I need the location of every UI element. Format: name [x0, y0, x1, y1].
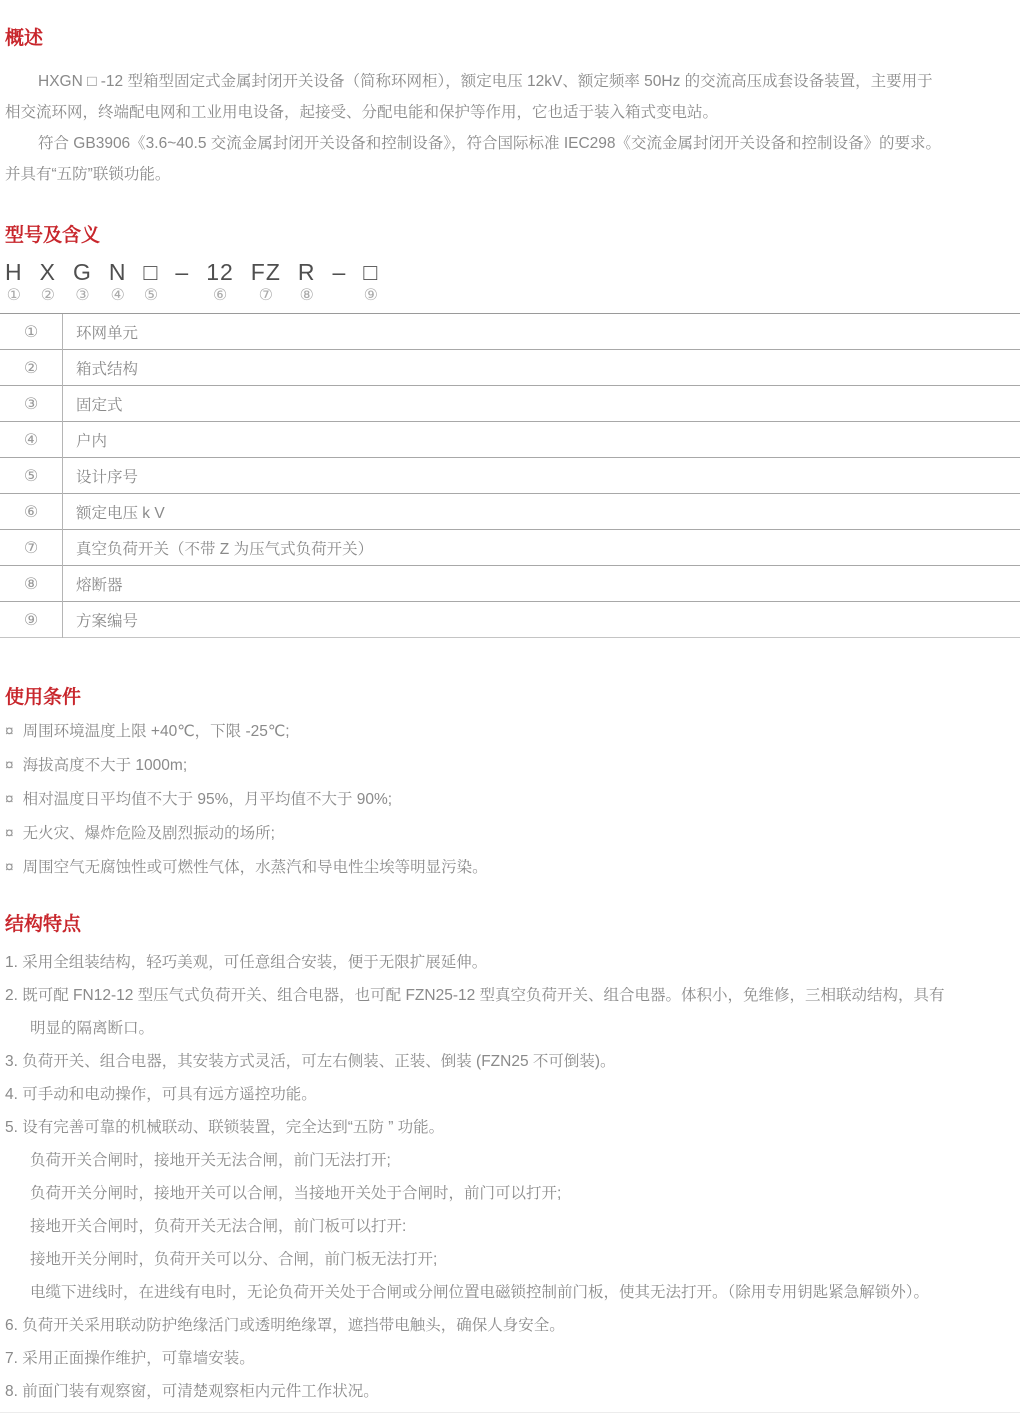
overview-paragraphs [5, 66, 1015, 190]
features-list [5, 946, 1015, 1408]
row-number: ① [23, 323, 39, 341]
feature-subline: 接地开关分闸时，负荷开关可以分、合闸，前门板无法打开; [30, 1251, 438, 1268]
usage-item-text: 相对温度日平均值不大于 95%，月平均值不大于 90%; [22, 791, 393, 808]
model-code-col [206, 258, 234, 306]
overview-heading: 概述 [5, 28, 44, 49]
model-code-circle: ⑦ [258, 287, 273, 304]
usage-heading: 使用条件 [5, 687, 82, 708]
feature-subline: 电缆下进线时，在进线有电时，无论负荷开关处于合闸或分闸位置电磁锁控制前门板，使其无法打开。（除用专用钥匙紧急解锁外）。 [30, 1284, 930, 1301]
feature-line: 6. 负荷开关采用联动防护绝缘活门或透明绝缘罩，遮挡带电触头，确保人身安全。 [5, 1317, 565, 1334]
feature-line: 7. 采用正面操作维护，可靠墙安装。 [5, 1350, 255, 1367]
feature-line: 8. 前面门装有观察窗，可清楚观察柜内元件工作状况。 [5, 1383, 379, 1400]
table-row [0, 386, 1020, 422]
model-code-col [5, 258, 23, 306]
row-label: 箱式结构 [76, 360, 139, 378]
model-code-col [175, 258, 189, 286]
row-label: 真空负荷开关（不带 Z 为压气式负荷开关） [76, 540, 374, 558]
features-heading: 结构特点 [5, 914, 82, 935]
feature-line: 5. 设有完善可靠的机械联动、联锁装置，完全达到“五防 ” 功能。 [5, 1119, 445, 1136]
model-code-row [5, 258, 1015, 306]
model-code-col [40, 258, 56, 306]
row-number: ② [23, 359, 39, 377]
row-label: 环网单元 [76, 324, 139, 342]
table-row [0, 422, 1020, 458]
table-row [0, 530, 1020, 566]
model-code-symbol: R [297, 259, 316, 285]
model-code-circle: ⑧ [299, 287, 314, 304]
table-row [0, 602, 1020, 638]
feature-line-continued: 明显的隔离断口。 [30, 1020, 155, 1037]
row-number: ⑦ [23, 539, 39, 557]
usage-item-text: 无火灾、爆炸危险及剧烈振动的场所; [22, 825, 275, 842]
feature-subline: 接地开关合闸时，负荷开关无法合闸，前门板可以打开: [30, 1218, 407, 1235]
overview-line: HXGN □ -12 型箱型固定式金属封闭开关设备（简称环网柜），额定电压 12kV、额定频率 50Hz 的交流高压成套设备装置，主要用于 [38, 73, 933, 90]
table-row [0, 566, 1020, 602]
model-code-circle: ⑥ [212, 287, 228, 304]
bullet-marker: ¤ [5, 791, 14, 808]
usage-item [5, 817, 1015, 851]
model-code-symbol: G [72, 259, 92, 285]
feature-line: 1. 采用全组装结构，轻巧美观，可任意组合安装，便于无限扩展延伸。 [5, 954, 488, 971]
table-column-divider [62, 314, 63, 638]
row-number: ⑧ [23, 575, 39, 593]
row-label: 户内 [76, 432, 108, 450]
row-number: ③ [23, 395, 39, 413]
model-code-circle: ⑤ [143, 287, 159, 304]
model-code-circle: ③ [75, 287, 90, 304]
model-code-circle: ① [6, 287, 21, 304]
row-label: 方案编号 [76, 612, 139, 630]
model-code-symbol: X [39, 259, 56, 285]
model-code-col [333, 258, 347, 286]
model-code-dash: – [332, 259, 347, 285]
table-row [0, 350, 1020, 386]
usage-item [5, 749, 1015, 783]
overview-line: 符合 GB3906《3.6~40.5 交流金属封闭开关设备和控制设备》，符合国际标准 IEC298《交流金属封闭开关设备和控制设备》的要求。 [38, 135, 942, 152]
row-label: 熔断器 [76, 576, 123, 594]
model-code-placeholder-box: □ [143, 259, 159, 285]
row-number: ⑥ [23, 503, 39, 521]
model-heading: 型号及含义 [5, 225, 101, 246]
bullet-marker: ¤ [5, 723, 14, 740]
usage-list [5, 715, 1015, 885]
feature-line: 4. 可手动和电动操作，可具有远方遥控功能。 [5, 1086, 317, 1103]
model-meaning-table [0, 313, 1020, 638]
bullet-marker: ¤ [5, 825, 14, 842]
model-code-placeholder-box: □ [363, 259, 379, 285]
overview-line: 并具有“五防”联锁功能。 [5, 166, 171, 183]
row-label: 设计序号 [76, 468, 139, 486]
usage-item [5, 783, 1015, 817]
model-code-col [143, 258, 158, 306]
table-row [0, 494, 1020, 530]
model-code-circle: ② [40, 287, 55, 304]
bullet-marker: ¤ [5, 757, 14, 774]
feature-subline: 负荷开关分闸时，接地开关可以合闸，当接地开关处于合闸时，前门可以打开; [30, 1185, 562, 1202]
model-code-col [73, 258, 92, 306]
table-row [0, 314, 1020, 350]
model-code-circle: ④ [110, 287, 125, 304]
overview-line: 相交流环网，终端配电网和工业用电设备，起接受、分配电能和保护等作用，它也适于装入箱式变电站。 [5, 104, 719, 121]
feature-line: 3. 负荷开关、组合电器，其安装方式灵活，可左右侧装、正装、倒装 (FZN25 不可倒装)。 [5, 1053, 616, 1070]
row-number: ⑨ [23, 611, 39, 629]
model-code-col [298, 258, 316, 306]
model-code-col [363, 258, 378, 306]
model-code-symbol: H [5, 259, 23, 285]
model-code-symbol: FZ [250, 259, 281, 285]
model-code-symbol: N [108, 259, 127, 285]
row-label: 额定电压 k V [76, 504, 165, 522]
feature-subline: 负荷开关合闸时，接地开关无法合闸，前门无法打开; [30, 1152, 391, 1169]
usage-item [5, 851, 1015, 885]
model-code-symbol: 12 [206, 259, 234, 285]
bullet-marker: ¤ [5, 859, 14, 876]
model-code-col [251, 258, 281, 306]
row-label: 固定式 [76, 396, 123, 414]
table-row [0, 458, 1020, 494]
usage-item-text: 周围环境温度上限 +40℃，下限 -25℃; [22, 723, 290, 740]
row-number: ④ [23, 431, 39, 449]
model-code-col [109, 258, 127, 306]
model-code-dash: – [175, 259, 190, 285]
model-code-circle: ⑨ [363, 287, 378, 304]
row-number: ⑤ [23, 467, 39, 485]
feature-line: 2. 既可配 FN12-12 型压气式负荷开关、组合电器，也可配 FZN25-12 型真空负荷开关、组合电器。体积小，免维修，三相联动结构，具有 [5, 987, 945, 1004]
usage-item-text: 周围空气无腐蚀性或可燃性气体，水蒸汽和导电性尘埃等明显污染。 [22, 859, 488, 876]
usage-item-text: 海拔高度不大于 1000m; [22, 757, 188, 774]
usage-item [5, 715, 1015, 749]
